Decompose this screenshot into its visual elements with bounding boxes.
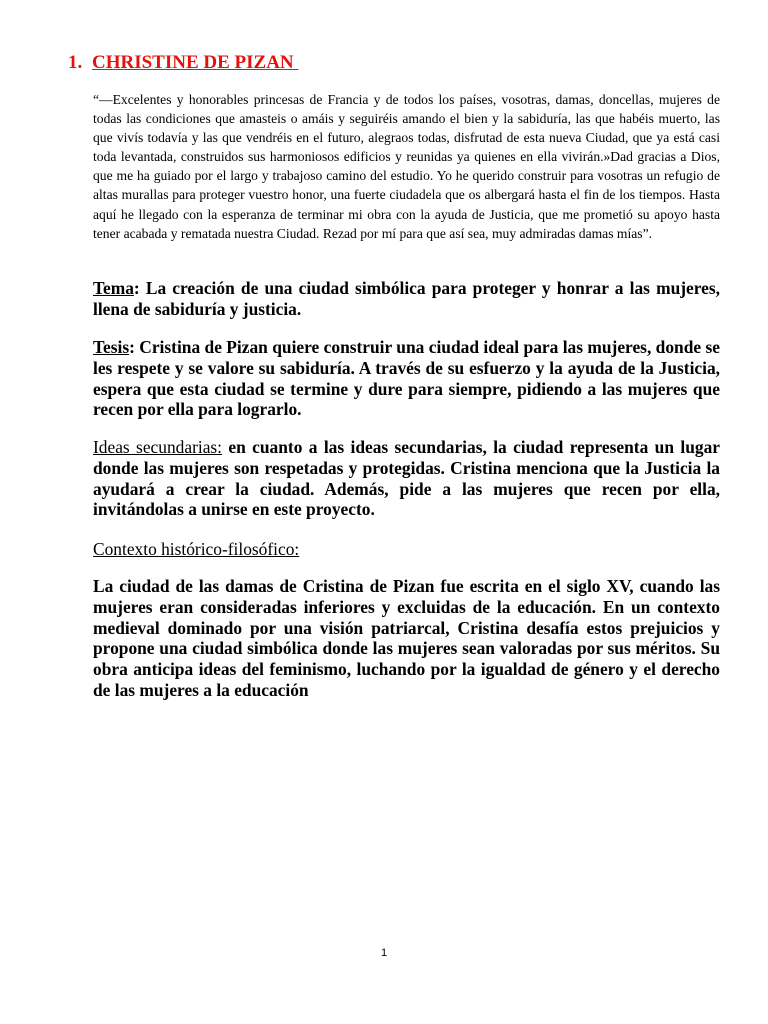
tema-paragraph xyxy=(93,278,720,320)
heading-number: 1. xyxy=(68,52,83,73)
tesis-text: : Cristina de Pizan quiere construir una ciudad ideal para las mujeres, donde se les respete y se valore su sabiduría. A través de su esfuerzo y la ayuda de la Justicia, espera que esta ciudad se termine y dure para siempre, pidiendo a las mujeres que recen por ella para lograrlo. xyxy=(93,337,720,420)
page-number: 1 xyxy=(380,947,388,959)
contexto-heading xyxy=(93,539,720,560)
contexto-label: Contexto histórico-filosófico: xyxy=(93,539,300,559)
ideas-label: Ideas secundarias: xyxy=(93,437,223,457)
ideas-paragraph xyxy=(93,437,720,520)
section-heading xyxy=(68,52,298,74)
tema-label: Tema xyxy=(93,278,134,298)
quote-paragraph: “—Excelentes y honorables princesas de Francia y de todos los países, vosotras, damas, doncellas, mujeres de todas las condiciones que amasteis o amáis y seguiréis amando el bien y la sabiduría, las que habéis muerto, las que vivís todavía y las que vendréis en el futuro, alegraos todas, disfrutad de esta nueva Ciudad, que ya está casi toda levantada, construidos sus harmoniosos edificios y reunidas ya quienes en ella vivirán.»Dad gracias a Dios, que me ha guiado por el largo y trabajoso camino del estudio. Yo he querido construir para vosotras un refugio de altas murallas para proteger vuestro honor, una fuerte ciudadela que os albergará hasta el fin de los tiempos. Hasta aquí he llegado con la esperanza de terminar mi obra con la ayuda de Justicia, que me prometió su apoyo hasta tener acabada y rematada nuestra Ciudad. Rezad por mí para que así sea, muy admiradas damas mías”. xyxy=(93,92,720,241)
tesis-paragraph xyxy=(93,337,720,420)
tema-text: : La creación de una ciudad simbólica para proteger y honrar a las mujeres, llena de sabiduría y justicia. xyxy=(93,278,720,319)
heading-title: CHRISTINE DE PIZAN xyxy=(92,52,299,73)
contexto-paragraph: La ciudad de las damas de Cristina de Pizan fue escrita en el siglo XV, cuando las mujeres eran consideradas inferiores y excluidas de la educación. En un contexto medieval dominado por una visión patriarcal, Cristina desafía estos prejuicios y propone una ciudad simbólica donde las mujeres sean valoradas por sus méritos. Su obra anticipa ideas del feminismo, luchando por la igualdad de género y el derecho de las mujeres a la educación xyxy=(93,576,720,700)
ideas-text: en cuanto a las ideas secundarias, la ciudad representa un lugar donde las mujeres son respetadas y protegidas. Cristina menciona que la Justicia la ayudará a crear la ciudad. Además, pide a las mujeres que recen por ella, invitándolas a unirse en este proyecto. xyxy=(93,437,720,520)
tesis-label: Tesis xyxy=(93,337,130,357)
